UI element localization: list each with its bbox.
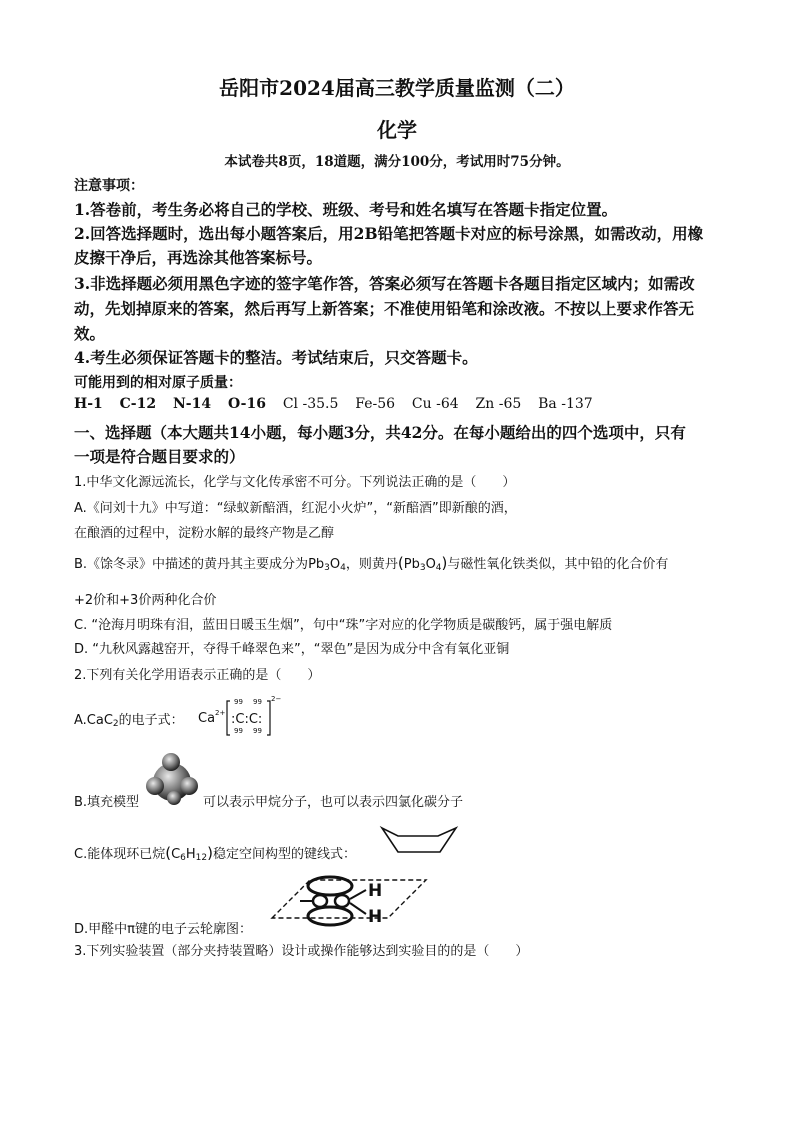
q1-option-c: C. “沧海月明珠有泪，蓝田日暖玉生烟”，句中“珠”字对应的化学物质是碳酸钙，属于强电解质 [74, 618, 613, 633]
mass-cl: Cl -35.5 [282, 396, 339, 412]
mass-ba: Ba -137 [538, 396, 593, 412]
q2-stem: 2.下列有关化学用语表示正确的是（ ） [74, 668, 321, 683]
atomic-heading: 可能用到的相对原子质量： [74, 375, 242, 391]
mass-cu: Cu -64 [411, 396, 459, 412]
mass-zn: Zn -65 [475, 396, 522, 412]
formula-cac2: CaC$_2$ [86, 713, 119, 729]
note-3-line3: 效。 [74, 324, 106, 343]
space-filling-model-icon [144, 750, 200, 806]
q2-option-b-text: 可以表示甲烷分子，也可以表示四氯化碳分子 [203, 795, 464, 810]
svg-text:99: 99 [253, 727, 262, 735]
pi-bond-electron-cloud [270, 868, 430, 938]
q3-stem: 3.下列实验装置（部分夹持装置略）设计或操作能够达到实验目的的是（ ） [74, 944, 529, 959]
q1-option-b-line1: B.《馀冬录》中描述的黄丹其主要成分为$Pb_3O_4$，则黄丹$(Pb_3O_4)$与磁性氧化铁类似，其中铅的化合价有 [74, 554, 669, 573]
note-4: 4.考生必须保证答题卡的整洁。考试结束后，只交答题卡。 [74, 348, 478, 367]
notes-heading: 注意事项： [74, 178, 144, 194]
q1-stem: 1.中华文化源远流长，化学与文化传承密不可分。下列说法正确的是（ ） [74, 475, 516, 490]
subject-title: 化学 [377, 118, 417, 142]
svg-text:99: 99 [253, 698, 262, 706]
note-2-line1: 2.回答选择题时，选出每小题答案后，用2B铅笔把答题卡对应的标号涂黑，如需改动，用橡 [74, 224, 704, 243]
q2-option-a [74, 709, 184, 729]
formula-pb3o4: $Pb_3O_4$ [308, 557, 346, 573]
svg-text::C:C:: :C:C: [231, 712, 263, 727]
formula-pb3o4-paren: $Pb_3O_4$ [403, 557, 442, 573]
q1-b-text-1: B.《馀冬录》中描述的黄丹其主要成分为 [74, 557, 309, 572]
q1-option-a-line2: 在酿酒的过程中，淀粉水解的最终产物是乙醇 [74, 526, 335, 541]
mass-n: N-14 [172, 396, 212, 412]
atomic-masses [74, 396, 593, 412]
note-2-line2: 皮擦干净后，再选涂其他答案标号。 [74, 248, 323, 267]
q2-a-label: A. [74, 713, 87, 728]
svg-text:2−: 2− [271, 695, 282, 703]
q2-c-text-1: C.能体现环已烷 [74, 847, 166, 862]
q2-option-c: C.能体现环已烷$(C_6H_{12})$稳定空间构型的键线式： [74, 844, 356, 863]
note-3-line1: 3.非选择题必须用黑色字迹的签字笔作答，答案必须写在答题卡各题目指定区域内；如需改 [74, 274, 695, 293]
section-heading-line1: 一、选择题（本大题共14小题，每小题3分，共42分。在每小题给出的四个选项中，只有 [74, 423, 686, 442]
svg-text:Ca: Ca [198, 711, 216, 726]
mass-c: C-12 [119, 396, 157, 412]
note-3-line2: 动，先划掉原来的答案，然后再写上新答案；不准使用铅笔和涂改液。不按以上要求作答无 [74, 299, 695, 318]
cyclohexane-structure [378, 818, 460, 858]
exam-info: 本试卷共8页，18道题，满分100分，考试用时75分钟。 [224, 154, 570, 170]
q2-option-d: D.甲醛中π键的电子云轮廓图： [74, 922, 252, 937]
svg-text:H: H [368, 881, 383, 901]
svg-text:99: 99 [234, 698, 243, 706]
q2-c-text-2: 稳定空间构型的键线式： [212, 847, 356, 862]
q1-b-text-2: ，则黄丹 [345, 557, 398, 572]
q2-option-b-label: B.填充模型 [74, 795, 140, 810]
cac2-electron-formula [196, 693, 282, 739]
mass-fe: Fe-56 [355, 396, 396, 412]
formula-c6h12: $C_6H_{12}$ [171, 847, 208, 863]
q1-b-text-3: 与磁性氧化铁类似，其中铅的化合价有 [447, 557, 669, 572]
svg-text:99: 99 [234, 727, 243, 735]
q1-option-a-line1: A.《问刘十九》中写道：“绿蚁新醅酒，红泥小火炉”，“新醅酒”即新酿的酒， [74, 501, 517, 516]
mass-h: H-1 [74, 396, 103, 412]
section-heading-line2: 一项是符合题目要求的） [74, 447, 245, 466]
svg-text:2+: 2+ [215, 709, 226, 717]
q2-a-text: 的电子式： [118, 713, 184, 728]
page-title: 岳阳市2024届高三教学质量监测（二） [219, 76, 575, 100]
svg-text:H: H [368, 907, 383, 927]
q1-option-d: D. “九秋风露越窑开，夺得千峰翠色来”，“翠色”是因为成分中含有氧化亚铜 [74, 642, 510, 657]
q1-option-b-line2: +2价和+3价两种化合价 [74, 593, 217, 608]
mass-o: O-16 [227, 396, 266, 412]
note-1: 1.答卷前，考生务必将自己的学校、班级、考号和姓名填写在答题卡指定位置。 [74, 200, 618, 219]
